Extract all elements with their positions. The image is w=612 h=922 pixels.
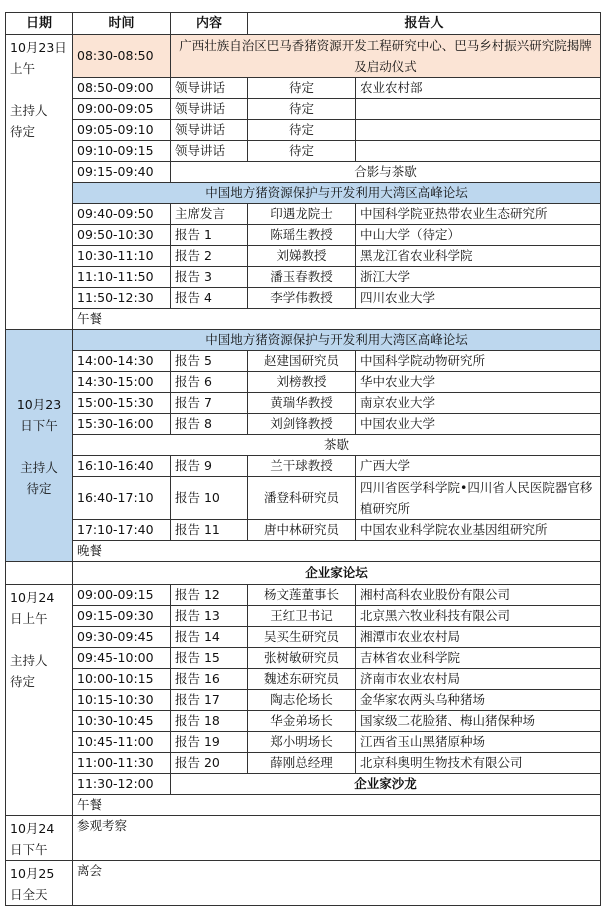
speaker-cell: 刘剑锋教授 bbox=[248, 414, 356, 435]
table-row bbox=[6, 267, 601, 288]
table-row bbox=[6, 816, 601, 861]
note-cell: 午餐 bbox=[73, 309, 601, 330]
time-cell: 08:30-08:50 bbox=[73, 35, 171, 78]
table-row bbox=[6, 414, 601, 435]
date-cell: 10月25 日全天 bbox=[6, 861, 73, 906]
table-row bbox=[6, 627, 601, 648]
table-row bbox=[6, 225, 601, 246]
table-row bbox=[6, 669, 601, 690]
org-cell: 四川省医学科学院•四川省人民医院器官移植研究所 bbox=[356, 477, 601, 520]
speaker-cell: 刘榜教授 bbox=[248, 372, 356, 393]
speaker-cell: 唐中林研究员 bbox=[248, 520, 356, 541]
header-date: 日期 bbox=[6, 13, 73, 35]
org-cell: 广西大学 bbox=[356, 456, 601, 477]
content-cell: 报告 1 bbox=[171, 225, 248, 246]
org-cell: 江西省玉山黑猪原种场 bbox=[356, 732, 601, 753]
speaker-cell: 郑小明场长 bbox=[248, 732, 356, 753]
org-cell: 湘村高科农业股份有限公司 bbox=[356, 585, 601, 606]
org-cell: 中国科学院亚热带农业生态研究所 bbox=[356, 204, 601, 225]
table-row bbox=[6, 520, 601, 541]
date-cell bbox=[6, 562, 73, 585]
session-title: 企业家沙龙 bbox=[171, 774, 601, 795]
table-row bbox=[6, 732, 601, 753]
content-cell: 领导讲话 bbox=[171, 78, 248, 99]
speaker-cell: 王红卫书记 bbox=[248, 606, 356, 627]
table-row bbox=[6, 753, 601, 774]
table-row bbox=[6, 35, 601, 78]
time-cell: 15:00-15:30 bbox=[73, 393, 171, 414]
content-cell: 领导讲话 bbox=[171, 120, 248, 141]
content-cell: 报告 19 bbox=[171, 732, 248, 753]
content-cell: 报告 4 bbox=[171, 288, 248, 309]
org-cell: 中山大学（待定） bbox=[356, 225, 601, 246]
section-band: 中国地方猪资源保护与开发利用大湾区高峰论坛 bbox=[73, 330, 601, 351]
note-cell: 午餐 bbox=[73, 795, 601, 816]
speaker-cell: 魏述东研究员 bbox=[248, 669, 356, 690]
table-row bbox=[6, 606, 601, 627]
table-row bbox=[6, 861, 601, 906]
time-cell: 15:30-16:00 bbox=[73, 414, 171, 435]
speaker-cell: 待定 bbox=[248, 99, 356, 120]
table-row bbox=[6, 795, 601, 816]
table-row bbox=[6, 246, 601, 267]
table-row bbox=[6, 711, 601, 732]
content-cell: 报告 2 bbox=[171, 246, 248, 267]
speaker-cell: 华金弟场长 bbox=[248, 711, 356, 732]
table-row bbox=[6, 393, 601, 414]
org-cell: 中国科学院动物研究所 bbox=[356, 351, 601, 372]
time-cell: 08:50-09:00 bbox=[73, 78, 171, 99]
content-cell: 报告 13 bbox=[171, 606, 248, 627]
content-cell: 报告 20 bbox=[171, 753, 248, 774]
table-row bbox=[6, 456, 601, 477]
table-row bbox=[6, 78, 601, 99]
org-cell: 中国农业科学院农业基因组研究所 bbox=[356, 520, 601, 541]
content-cell: 报告 12 bbox=[171, 585, 248, 606]
org-cell bbox=[356, 99, 601, 120]
content-cell: 报告 5 bbox=[171, 351, 248, 372]
section-band: 茶歇 bbox=[73, 435, 601, 456]
org-cell: 浙江大学 bbox=[356, 267, 601, 288]
speaker-cell: 待定 bbox=[248, 141, 356, 162]
time-cell: 09:40-09:50 bbox=[73, 204, 171, 225]
time-cell: 09:10-09:15 bbox=[73, 141, 171, 162]
content-cell: 报告 11 bbox=[171, 520, 248, 541]
speaker-cell: 陈瑶生教授 bbox=[248, 225, 356, 246]
date-cell: 10月23日 上午 主持人 待定 bbox=[6, 35, 73, 330]
org-cell: 吉林省农业科学院 bbox=[356, 648, 601, 669]
time-cell: 14:00-14:30 bbox=[73, 351, 171, 372]
table-row bbox=[6, 690, 601, 711]
time-cell: 09:00-09:15 bbox=[73, 585, 171, 606]
date-cell: 10月24 日下午 bbox=[6, 816, 73, 861]
note-cell: 晚餐 bbox=[73, 541, 601, 562]
content-cell: 报告 6 bbox=[171, 372, 248, 393]
time-cell: 09:30-09:45 bbox=[73, 627, 171, 648]
table-row bbox=[6, 648, 601, 669]
speaker-cell: 李学伟教授 bbox=[248, 288, 356, 309]
section-band: 中国地方猪资源保护与开发利用大湾区高峰论坛 bbox=[73, 183, 601, 204]
org-cell: 北京黑六牧业科技有限公司 bbox=[356, 606, 601, 627]
time-cell: 11:30-12:00 bbox=[73, 774, 171, 795]
org-cell: 济南市农业农村局 bbox=[356, 669, 601, 690]
table-row bbox=[6, 288, 601, 309]
table-row bbox=[6, 204, 601, 225]
schedule-table bbox=[5, 12, 601, 906]
table-row bbox=[6, 477, 601, 520]
header-time: 时间 bbox=[73, 13, 171, 35]
org-cell: 黑龙江省农业科学院 bbox=[356, 246, 601, 267]
content-cell: 报告 7 bbox=[171, 393, 248, 414]
content-cell: 报告 15 bbox=[171, 648, 248, 669]
note-cell: 离会 bbox=[73, 861, 601, 906]
date-cell: 10月24 日上午 主持人 待定 bbox=[6, 585, 73, 816]
speaker-cell: 张树敏研究员 bbox=[248, 648, 356, 669]
time-cell: 09:45-10:00 bbox=[73, 648, 171, 669]
speaker-cell: 潘登科研究员 bbox=[248, 477, 356, 520]
content-cell: 报告 16 bbox=[171, 669, 248, 690]
org-cell: 南京农业大学 bbox=[356, 393, 601, 414]
table-row bbox=[6, 183, 601, 204]
time-cell: 09:15-09:30 bbox=[73, 606, 171, 627]
time-cell: 10:15-10:30 bbox=[73, 690, 171, 711]
org-cell: 农业农村部 bbox=[356, 78, 601, 99]
org-cell: 北京科奥明生物技术有限公司 bbox=[356, 753, 601, 774]
time-cell: 16:40-17:10 bbox=[73, 477, 171, 520]
header-speaker: 报告人 bbox=[248, 13, 601, 35]
content-cell: 报告 18 bbox=[171, 711, 248, 732]
note-cell: 参观考察 bbox=[73, 816, 601, 861]
speaker-cell: 吴买生研究员 bbox=[248, 627, 356, 648]
content-cell: 主席发言 bbox=[171, 204, 248, 225]
time-cell: 11:50-12:30 bbox=[73, 288, 171, 309]
content-cell: 领导讲话 bbox=[171, 99, 248, 120]
header-content: 内容 bbox=[171, 13, 248, 35]
table-row bbox=[6, 162, 601, 183]
speaker-cell: 印遇龙院士 bbox=[248, 204, 356, 225]
session-title: 合影与茶歇 bbox=[171, 162, 601, 183]
content-cell: 报告 17 bbox=[171, 690, 248, 711]
org-cell: 华中农业大学 bbox=[356, 372, 601, 393]
time-cell: 10:30-10:45 bbox=[73, 711, 171, 732]
content-cell: 领导讲话 bbox=[171, 141, 248, 162]
time-cell: 09:50-10:30 bbox=[73, 225, 171, 246]
table-row bbox=[6, 774, 601, 795]
time-cell: 11:00-11:30 bbox=[73, 753, 171, 774]
time-cell: 10:00-10:15 bbox=[73, 669, 171, 690]
header-row bbox=[6, 13, 601, 35]
speaker-cell: 薛刚总经理 bbox=[248, 753, 356, 774]
time-cell: 10:45-11:00 bbox=[73, 732, 171, 753]
content-cell: 报告 3 bbox=[171, 267, 248, 288]
time-cell: 17:10-17:40 bbox=[73, 520, 171, 541]
org-cell: 中国农业大学 bbox=[356, 414, 601, 435]
time-cell: 09:05-09:10 bbox=[73, 120, 171, 141]
org-cell: 国家级二花脸猪、梅山猪保种场 bbox=[356, 711, 601, 732]
speaker-cell: 潘玉春教授 bbox=[248, 267, 356, 288]
session-title: 广西壮族自治区巴马香猪资源开发工程研究中心、巴马乡村振兴研究院揭牌及启动仪式 bbox=[171, 35, 601, 78]
speaker-cell: 陶志伦场长 bbox=[248, 690, 356, 711]
org-cell: 四川农业大学 bbox=[356, 288, 601, 309]
table-row bbox=[6, 351, 601, 372]
table-row bbox=[6, 585, 601, 606]
content-cell: 报告 10 bbox=[171, 477, 248, 520]
content-cell: 报告 9 bbox=[171, 456, 248, 477]
org-cell bbox=[356, 141, 601, 162]
section-band: 企业家论坛 bbox=[73, 562, 601, 585]
org-cell: 金华家农两头乌种猪场 bbox=[356, 690, 601, 711]
table-row bbox=[6, 309, 601, 330]
content-cell: 报告 14 bbox=[171, 627, 248, 648]
table-row bbox=[6, 330, 601, 351]
speaker-cell: 黄瑞华教授 bbox=[248, 393, 356, 414]
time-cell: 09:00-09:05 bbox=[73, 99, 171, 120]
time-cell: 11:10-11:50 bbox=[73, 267, 171, 288]
speaker-cell: 待定 bbox=[248, 78, 356, 99]
speaker-cell: 待定 bbox=[248, 120, 356, 141]
speaker-cell: 赵建国研究员 bbox=[248, 351, 356, 372]
time-cell: 14:30-15:00 bbox=[73, 372, 171, 393]
org-cell bbox=[356, 120, 601, 141]
speaker-cell: 兰干球教授 bbox=[248, 456, 356, 477]
time-cell: 10:30-11:10 bbox=[73, 246, 171, 267]
content-cell: 报告 8 bbox=[171, 414, 248, 435]
table-row bbox=[6, 141, 601, 162]
speaker-cell: 刘娣教授 bbox=[248, 246, 356, 267]
time-cell: 09:15-09:40 bbox=[73, 162, 171, 183]
date-cell: 10月23 日下午 主持人 待定 bbox=[6, 330, 73, 562]
table-row bbox=[6, 562, 601, 585]
table-row bbox=[6, 541, 601, 562]
org-cell: 湘潭市农业农村局 bbox=[356, 627, 601, 648]
table-row bbox=[6, 435, 601, 456]
speaker-cell: 杨文莲董事长 bbox=[248, 585, 356, 606]
table-row bbox=[6, 120, 601, 141]
time-cell: 16:10-16:40 bbox=[73, 456, 171, 477]
table-row bbox=[6, 99, 601, 120]
table-row bbox=[6, 372, 601, 393]
